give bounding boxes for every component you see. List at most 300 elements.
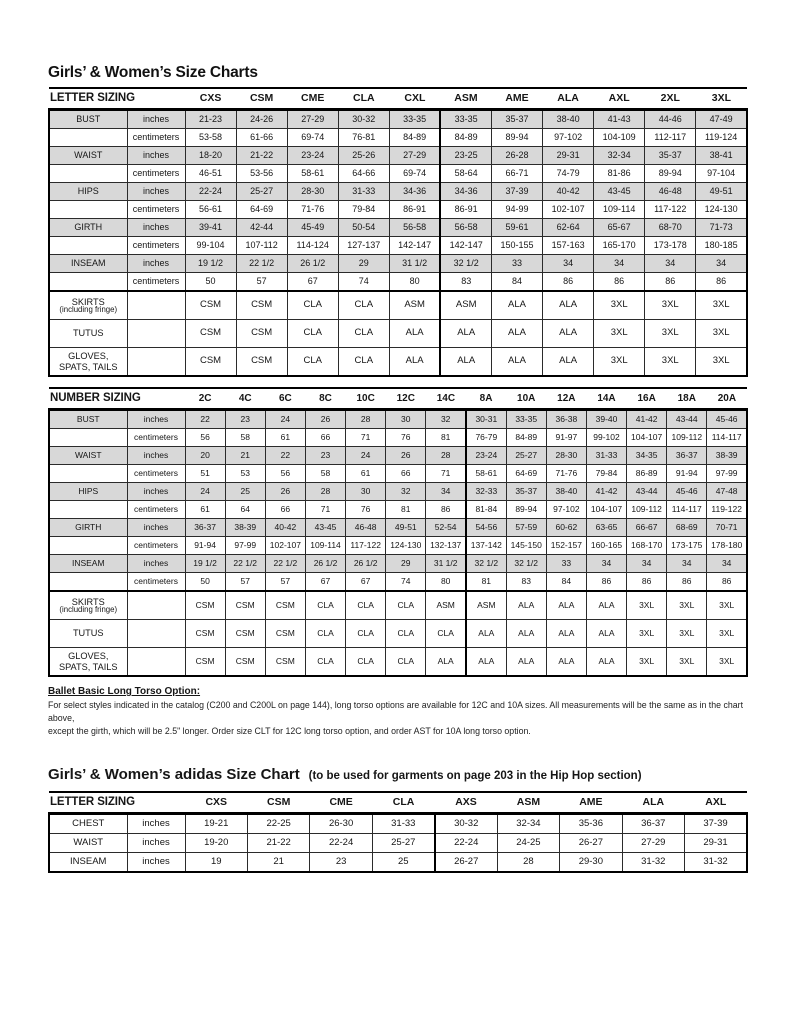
size-value-cell: ALA — [586, 620, 626, 648]
size-column-header: 20A — [707, 388, 747, 410]
size-value-cell: 165-170 — [594, 237, 645, 255]
size-value-cell: 34-36 — [389, 183, 440, 201]
size-value-cell: 26 — [386, 447, 426, 465]
unit-label — [127, 348, 185, 377]
size-value-cell: 127-137 — [338, 237, 389, 255]
size-value-cell: 26 1/2 — [305, 555, 345, 573]
measurement-label — [49, 201, 127, 219]
size-value-cell: 39-41 — [185, 219, 236, 237]
size-value-cell: 43-45 — [305, 519, 345, 537]
size-column-header: 10A — [506, 388, 546, 410]
size-value-cell: 27-29 — [287, 110, 338, 129]
size-value-cell: 70-71 — [707, 519, 747, 537]
size-value-cell: 89-94 — [645, 165, 696, 183]
size-value-cell: 86 — [645, 273, 696, 292]
size-value-cell: ALA — [506, 620, 546, 648]
measurement-row — [49, 147, 747, 165]
size-value-cell: 26-27 — [435, 853, 497, 873]
adidas-sizing-table — [48, 791, 748, 873]
size-value-cell: 53 — [225, 465, 265, 483]
size-value-cell: CSM — [265, 620, 305, 648]
size-value-cell: 26-27 — [560, 834, 622, 853]
size-value-cell: 97-99 — [225, 537, 265, 555]
size-value-cell: ALA — [586, 591, 626, 620]
size-column-header: 8C — [305, 388, 345, 410]
unit-label: centimeters — [127, 237, 185, 255]
garment-row — [49, 348, 747, 377]
size-value-cell: 3XL — [696, 291, 747, 320]
size-value-cell: 34 — [667, 555, 707, 573]
measurement-label: HIPS — [49, 183, 127, 201]
size-value-cell: 38-41 — [696, 147, 747, 165]
size-value-cell: CSM — [185, 648, 225, 677]
measurement-row — [49, 429, 747, 447]
size-value-cell: 109-114 — [594, 201, 645, 219]
measurement-row — [49, 465, 747, 483]
size-value-cell: 21 — [247, 853, 309, 873]
size-value-cell: 57 — [225, 573, 265, 592]
size-value-cell: 160-165 — [586, 537, 626, 555]
size-value-cell: 97-99 — [707, 465, 747, 483]
measurement-label: INSEAM — [49, 853, 127, 873]
size-value-cell: 32-34 — [497, 814, 559, 834]
size-value-cell: CSM — [185, 591, 225, 620]
size-value-cell: 152-157 — [546, 537, 586, 555]
size-value-cell: 36-37 — [667, 447, 707, 465]
garment-label — [49, 320, 127, 348]
size-value-cell: ALA — [546, 620, 586, 648]
unit-label: inches — [127, 853, 185, 873]
measurement-row — [49, 853, 747, 873]
size-value-cell: CLA — [338, 348, 389, 377]
size-value-cell: CLA — [287, 348, 338, 377]
size-value-cell: 180-185 — [696, 237, 747, 255]
garment-name: SKIRTS — [71, 596, 105, 607]
size-value-cell: 67 — [287, 273, 338, 292]
unit-label: inches — [127, 147, 185, 165]
size-value-cell: ALA — [440, 320, 491, 348]
size-value-cell: 61 — [265, 429, 305, 447]
size-value-cell: 21-22 — [236, 147, 287, 165]
size-value-cell: 80 — [426, 573, 466, 592]
size-value-cell: CLA — [346, 648, 386, 677]
size-value-cell: CSM — [225, 620, 265, 648]
size-value-cell: CLA — [346, 591, 386, 620]
size-value-cell: 26-30 — [310, 814, 372, 834]
size-value-cell: 21 — [225, 447, 265, 465]
size-value-cell: 104-109 — [594, 129, 645, 147]
size-value-cell: 66-67 — [627, 519, 667, 537]
size-value-cell: 3XL — [707, 648, 747, 677]
table-header-row — [49, 388, 747, 410]
size-value-cell: 61-66 — [236, 129, 287, 147]
size-value-cell: 54-56 — [466, 519, 506, 537]
size-column-header: 8A — [466, 388, 506, 410]
size-value-cell: CLA — [386, 620, 426, 648]
size-value-cell: 81 — [466, 573, 506, 592]
unit-label — [127, 620, 185, 648]
size-value-cell: 34 — [696, 255, 747, 273]
unit-label: centimeters — [127, 165, 185, 183]
adidas-title — [48, 750, 748, 787]
size-value-cell: 31 1/2 — [389, 255, 440, 273]
size-value-cell: ALA — [440, 348, 491, 377]
size-column-header: 10C — [346, 388, 386, 410]
size-column-header: 2C — [185, 388, 225, 410]
size-value-cell: 102-107 — [265, 537, 305, 555]
measurement-row — [49, 537, 747, 555]
garment-note: (including fringe) — [59, 304, 118, 314]
size-value-cell: CLA — [338, 291, 389, 320]
size-value-cell: 56-58 — [440, 219, 491, 237]
size-value-cell: 20 — [185, 447, 225, 465]
size-value-cell: 124-130 — [386, 537, 426, 555]
size-value-cell: 58 — [225, 429, 265, 447]
size-value-cell: 168-170 — [627, 537, 667, 555]
size-value-cell: 28 — [305, 483, 345, 501]
size-value-cell: 97-102 — [543, 129, 594, 147]
size-value-cell: 84-89 — [506, 429, 546, 447]
size-value-cell: 40-42 — [265, 519, 305, 537]
measurement-label: GIRTH — [49, 219, 127, 237]
size-value-cell: 21-22 — [247, 834, 309, 853]
size-value-cell: 19 1/2 — [185, 555, 225, 573]
size-column-header: 14A — [586, 388, 626, 410]
garment-label — [49, 348, 127, 377]
size-value-cell: 29 — [386, 555, 426, 573]
size-value-cell: 86-91 — [440, 201, 491, 219]
garment-label — [49, 291, 127, 320]
size-value-cell: 31-33 — [338, 183, 389, 201]
size-value-cell: 35-37 — [645, 147, 696, 165]
size-value-cell: ALA — [586, 648, 626, 677]
measurement-label: CHEST — [49, 814, 127, 834]
size-value-cell: 3XL — [707, 591, 747, 620]
size-value-cell: 21-23 — [185, 110, 236, 129]
garment-row — [49, 320, 747, 348]
size-value-cell: CLA — [386, 648, 426, 677]
size-column-header: CLA — [372, 792, 434, 814]
size-value-cell: ALA — [491, 320, 542, 348]
size-value-cell: 58-61 — [466, 465, 506, 483]
size-value-cell: CSM — [265, 591, 305, 620]
size-value-cell: 30-32 — [435, 814, 497, 834]
size-value-cell: ALA — [491, 291, 542, 320]
size-value-cell: 25-27 — [506, 447, 546, 465]
size-value-cell: 67 — [305, 573, 345, 592]
size-value-cell: ALA — [491, 348, 542, 377]
size-value-cell: 104-107 — [627, 429, 667, 447]
size-value-cell: CLA — [287, 320, 338, 348]
size-value-cell: 71-76 — [287, 201, 338, 219]
size-column-header: CXS — [185, 88, 236, 110]
size-value-cell: 3XL — [627, 591, 667, 620]
unit-label — [127, 591, 185, 620]
size-value-cell: 32-34 — [594, 147, 645, 165]
size-value-cell: 157-163 — [543, 237, 594, 255]
size-value-cell: CSM — [236, 291, 287, 320]
size-value-cell: 36-37 — [622, 814, 684, 834]
size-value-cell: 44-46 — [645, 110, 696, 129]
size-value-cell: 91-94 — [185, 537, 225, 555]
unit-label: centimeters — [127, 501, 185, 519]
size-value-cell: 23 — [225, 410, 265, 429]
measurement-label: INSEAM — [49, 555, 127, 573]
size-value-cell: 33-35 — [440, 110, 491, 129]
size-value-cell: 27-29 — [622, 834, 684, 853]
size-value-cell: CLA — [386, 591, 426, 620]
garment-label — [49, 591, 127, 620]
size-column-header: 14C — [426, 388, 466, 410]
size-value-cell: 32-33 — [466, 483, 506, 501]
garment-row — [49, 291, 747, 320]
size-value-cell: 47-49 — [696, 110, 747, 129]
size-value-cell: 76-79 — [466, 429, 506, 447]
measurement-label — [49, 573, 127, 592]
size-value-cell: 84-89 — [389, 129, 440, 147]
size-value-cell: 46-48 — [645, 183, 696, 201]
size-value-cell: 76-81 — [338, 129, 389, 147]
size-value-cell: 56-61 — [185, 201, 236, 219]
size-value-cell: 114-117 — [667, 501, 707, 519]
size-column-header: CLA — [338, 88, 389, 110]
size-value-cell: 86 — [627, 573, 667, 592]
size-value-cell: 22 — [185, 410, 225, 429]
size-value-cell: 39-40 — [586, 410, 626, 429]
ballet-note-line-1: For select styles indicated in the catalog (C200 and C200L on page 144), long torso options are available for 12C and 10A sizes. All measurements will be the same as in the chart above, — [48, 700, 744, 723]
size-value-cell: 56-58 — [389, 219, 440, 237]
size-value-cell: 45-46 — [667, 483, 707, 501]
size-value-cell: 66 — [265, 501, 305, 519]
ballet-note-heading: Ballet Basic Long Torso Option: — [48, 686, 201, 697]
garment-label — [49, 620, 127, 648]
size-value-cell: 3XL — [667, 620, 707, 648]
size-value-cell: 71 — [426, 465, 466, 483]
size-value-cell: 46-51 — [185, 165, 236, 183]
measurement-row — [49, 519, 747, 537]
size-value-cell: CSM — [185, 291, 236, 320]
size-value-cell: 62-64 — [543, 219, 594, 237]
size-value-cell: 19-21 — [185, 814, 247, 834]
size-value-cell: 76 — [346, 501, 386, 519]
size-value-cell: 23-24 — [287, 147, 338, 165]
size-value-cell: ALA — [389, 348, 440, 377]
garment-name: SKIRTS — [71, 296, 105, 307]
size-value-cell: 26 1/2 — [346, 555, 386, 573]
size-value-cell: 3XL — [645, 348, 696, 377]
letter-sizing-table — [48, 87, 748, 377]
size-value-cell: 66 — [386, 465, 426, 483]
size-value-cell: 50-54 — [338, 219, 389, 237]
size-value-cell: 112-117 — [645, 129, 696, 147]
size-value-cell: 35-37 — [491, 110, 542, 129]
size-value-cell: 24 — [185, 483, 225, 501]
size-value-cell: CSM — [236, 348, 287, 377]
unit-label: centimeters — [127, 537, 185, 555]
unit-label: centimeters — [127, 273, 185, 292]
size-value-cell: 30 — [346, 483, 386, 501]
measurement-label: INSEAM — [49, 255, 127, 273]
measurement-label: BUST — [49, 410, 127, 429]
unit-label — [127, 320, 185, 348]
size-value-cell: 22 1/2 — [265, 555, 305, 573]
size-column-header: CME — [310, 792, 372, 814]
size-value-cell: 69-74 — [287, 129, 338, 147]
size-value-cell: 124-130 — [696, 201, 747, 219]
size-value-cell: 81 — [426, 429, 466, 447]
garment-row — [49, 648, 747, 677]
size-value-cell: 23-25 — [440, 147, 491, 165]
measurement-label: GIRTH — [49, 519, 127, 537]
measurement-row — [49, 447, 747, 465]
size-value-cell: 64-69 — [236, 201, 287, 219]
size-value-cell: 45-46 — [707, 410, 747, 429]
size-value-cell: 26 1/2 — [287, 255, 338, 273]
measurement-label: BUST — [49, 110, 127, 129]
size-value-cell: 32 1/2 — [440, 255, 491, 273]
size-value-cell: 27-29 — [389, 147, 440, 165]
size-value-cell: ALA — [506, 648, 546, 677]
size-value-cell: 117-122 — [346, 537, 386, 555]
size-value-cell: 74 — [386, 573, 426, 592]
size-value-cell: 83 — [506, 573, 546, 592]
size-value-cell: 117-122 — [645, 201, 696, 219]
size-value-cell: ALA — [426, 648, 466, 677]
size-value-cell: 53-58 — [185, 129, 236, 147]
size-value-cell: 56 — [185, 429, 225, 447]
size-value-cell: 86 — [667, 573, 707, 592]
size-value-cell: 3XL — [594, 348, 645, 377]
size-value-cell: 24 — [346, 447, 386, 465]
size-value-cell: 3XL — [627, 648, 667, 677]
size-column-header: CSM — [247, 792, 309, 814]
size-value-cell: 52-54 — [426, 519, 466, 537]
size-value-cell: 145-150 — [506, 537, 546, 555]
size-value-cell: 119-122 — [707, 501, 747, 519]
size-value-cell: CLA — [346, 620, 386, 648]
size-column-header: 2XL — [645, 88, 696, 110]
size-value-cell: 64 — [225, 501, 265, 519]
size-value-cell: 59-61 — [491, 219, 542, 237]
size-value-cell: 81 — [386, 501, 426, 519]
size-value-cell: 30 — [386, 410, 426, 429]
measurement-label — [49, 537, 127, 555]
size-value-cell: 42-44 — [236, 219, 287, 237]
size-value-cell: 22-24 — [310, 834, 372, 853]
size-value-cell: 86 — [426, 501, 466, 519]
size-value-cell: 97-104 — [696, 165, 747, 183]
adidas-title-subtitle: (to be used for garments on page 203 in the Hip Hop section) — [308, 770, 642, 783]
size-value-cell: 3XL — [667, 648, 707, 677]
size-column-header: 4C — [225, 388, 265, 410]
size-value-cell: 28-30 — [287, 183, 338, 201]
size-value-cell: 61 — [185, 501, 225, 519]
size-value-cell: 40-42 — [543, 183, 594, 201]
size-value-cell: 34 — [627, 555, 667, 573]
size-value-cell: 56 — [265, 465, 305, 483]
size-value-cell: CSM — [225, 648, 265, 677]
size-value-cell: 84 — [546, 573, 586, 592]
size-value-cell: 102-107 — [543, 201, 594, 219]
size-value-cell: 81-84 — [466, 501, 506, 519]
size-value-cell: CLA — [305, 620, 345, 648]
size-value-cell: 53-56 — [236, 165, 287, 183]
size-value-cell: 132-137 — [426, 537, 466, 555]
size-value-cell: 84 — [491, 273, 542, 292]
size-value-cell: 32 — [426, 410, 466, 429]
unit-label: inches — [127, 555, 185, 573]
unit-label: inches — [127, 219, 185, 237]
size-value-cell: 86 — [707, 573, 747, 592]
number-sizing-table — [48, 387, 748, 677]
size-value-cell: 66 — [305, 429, 345, 447]
size-value-cell: 99-104 — [185, 237, 236, 255]
size-value-cell: ALA — [466, 620, 506, 648]
measurement-row — [49, 110, 747, 129]
size-value-cell: 34 — [426, 483, 466, 501]
size-column-header: ALA — [622, 792, 684, 814]
size-value-cell: 97-102 — [546, 501, 586, 519]
size-value-cell: 58 — [305, 465, 345, 483]
size-value-cell: 31-32 — [685, 853, 747, 873]
size-value-cell: ALA — [466, 648, 506, 677]
size-value-cell: ALA — [543, 291, 594, 320]
size-value-cell: 22 1/2 — [225, 555, 265, 573]
measurement-row — [49, 183, 747, 201]
size-value-cell: 61 — [346, 465, 386, 483]
size-value-cell: 28-30 — [546, 447, 586, 465]
unit-label: centimeters — [127, 201, 185, 219]
size-value-cell: 173-175 — [667, 537, 707, 555]
size-value-cell: ALA — [506, 591, 546, 620]
measurement-label: WAIST — [49, 834, 127, 853]
size-value-cell: CLA — [426, 620, 466, 648]
size-value-cell: 83 — [440, 273, 491, 292]
size-value-cell: 74-79 — [543, 165, 594, 183]
size-column-header: CXS — [185, 792, 247, 814]
unit-label: inches — [127, 183, 185, 201]
size-value-cell: 79-84 — [586, 465, 626, 483]
size-value-cell: 22 1/2 — [236, 255, 287, 273]
table-header-label: LETTER SIZING — [49, 792, 185, 814]
size-value-cell: 28 — [346, 410, 386, 429]
size-value-cell: 104-107 — [586, 501, 626, 519]
size-value-cell: CSM — [185, 620, 225, 648]
size-value-cell: 3XL — [627, 620, 667, 648]
size-value-cell: 109-114 — [305, 537, 345, 555]
size-value-cell: 34-35 — [627, 447, 667, 465]
measurement-label — [49, 465, 127, 483]
size-column-header: 3XL — [696, 88, 747, 110]
size-value-cell: 35-36 — [560, 814, 622, 834]
size-value-cell: ASM — [466, 591, 506, 620]
measurement-row — [49, 237, 747, 255]
size-value-cell: 37-39 — [685, 814, 747, 834]
size-value-cell: 86 — [586, 573, 626, 592]
size-value-cell: 37-39 — [491, 183, 542, 201]
table-header-row — [49, 88, 747, 110]
size-value-cell: 89-94 — [491, 129, 542, 147]
size-value-cell: 81-86 — [594, 165, 645, 183]
measurement-row — [49, 129, 747, 147]
size-value-cell: 71 — [305, 501, 345, 519]
size-value-cell: 36-38 — [546, 410, 586, 429]
garment-name: TUTUS — [72, 328, 104, 339]
size-value-cell: 91-97 — [546, 429, 586, 447]
measurement-row — [49, 201, 747, 219]
size-value-cell: 29-31 — [543, 147, 594, 165]
size-value-cell: 43-44 — [627, 483, 667, 501]
